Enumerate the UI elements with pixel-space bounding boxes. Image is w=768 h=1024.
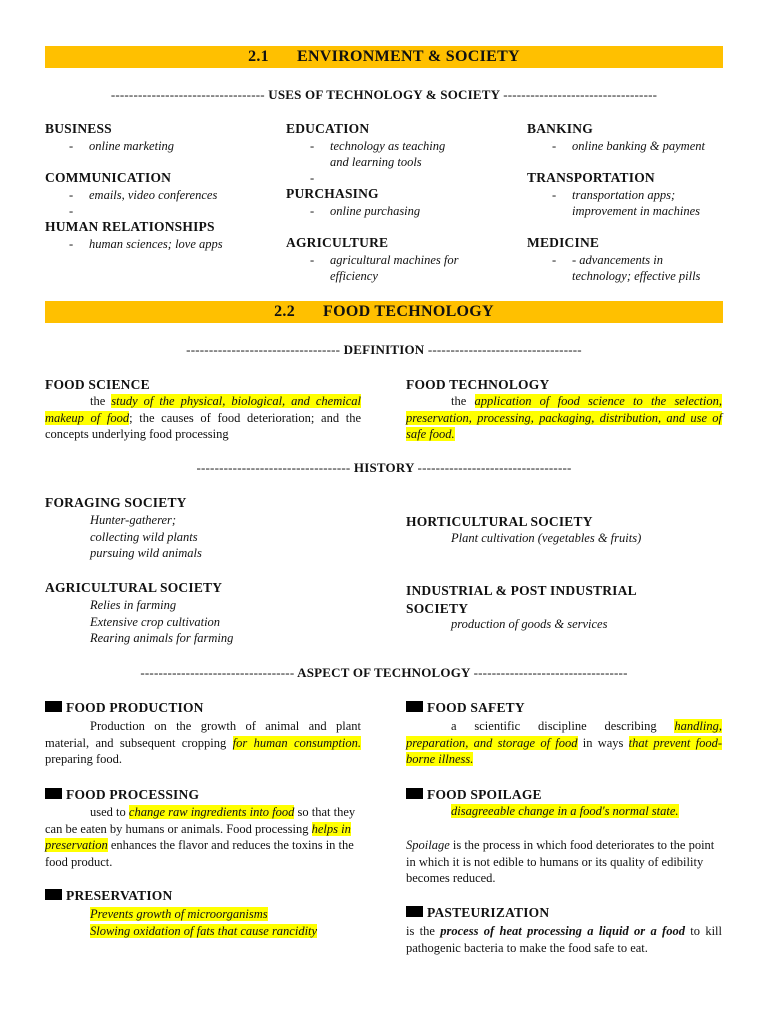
preservation-list: Prevents growth of microorganisms Slowing oxidation of fats that cause rancidity xyxy=(90,907,318,938)
square-bullet-icon xyxy=(406,906,423,917)
banking-bullet: - online banking & payment xyxy=(552,139,705,153)
food-science-text: the study of the physical, biological, and chemical makeup of food; the causes of food deterioration; and the concepts underlying food processing xyxy=(45,394,362,442)
communication-heading: COMMUNICATION xyxy=(45,170,172,185)
purchasing-bullet: - online purchasing xyxy=(310,204,421,218)
section-title: FOOD TECHNOLOGY xyxy=(323,303,494,320)
food-production-text: Production on the growth of animal and plant material, and subsequent cropping for human consumption. preparing food. xyxy=(45,719,362,767)
industrial-list: production of goods & services xyxy=(451,617,608,631)
divider-uses: ---------------------------------- USES OF TECHNOLOGY & SOCIETY ---------------------------------- xyxy=(110,87,658,102)
agricultural-list: Relies in farming Extensive crop cultivation Rearing animals for farming xyxy=(90,598,234,645)
food-science-heading: FOOD SCIENCE xyxy=(45,377,150,392)
food-processing-heading: FOOD PROCESSING xyxy=(45,787,199,803)
transportation-bullet: - transportation apps; improvement in machines xyxy=(552,188,700,218)
business-bullet: - online marketing xyxy=(69,139,175,153)
horticultural-heading: HORTICULTURAL SOCIETY xyxy=(406,514,593,529)
section-band-2-1 xyxy=(45,46,723,68)
horticultural-list: Plant cultivation (vegetables & fruits) xyxy=(451,531,642,545)
business-heading: BUSINESS xyxy=(45,121,112,136)
medicine-heading: MEDICINE xyxy=(527,235,600,250)
section-number: 2.1 xyxy=(248,48,269,65)
food-production-heading: FOOD PRODUCTION xyxy=(45,700,204,716)
education-heading: EDUCATION xyxy=(286,121,370,136)
square-bullet-icon xyxy=(45,788,62,799)
pasteurization-text: is the process of heat processing a liquid or a food to kill pathogenic bacteria to make the food safe to eat. xyxy=(406,924,722,955)
divider-aspect: ---------------------------------- ASPECT OF TECHNOLOGY ---------------------------------- xyxy=(140,665,628,680)
section-title: ENVIRONMENT & SOCIETY xyxy=(296,48,520,65)
food-spoilage-text: Spoilage is the process in which food deteriorates to the point in which it is not edible to humans or its quality of edibility becomes reduced. xyxy=(406,838,715,886)
human-relationships-heading: HUMAN RELATIONSHIPS xyxy=(45,219,215,234)
education-bullet: - technology as teaching and learning tools xyxy=(310,139,446,169)
food-safety-heading: FOOD SAFETY xyxy=(406,700,525,716)
divider-aspect-label: ASPECT OF TECHNOLOGY xyxy=(297,665,471,680)
agriculture-bullet: - agricultural machines for efficiency xyxy=(310,253,459,283)
purchasing-heading: PURCHASING xyxy=(286,186,379,201)
pasteurization-heading: PASTEURIZATION xyxy=(406,905,549,921)
foraging-list: Hunter-gatherer; collecting wild plants pursuing wild animals xyxy=(90,513,202,560)
medicine-bullet: - - advancements in technology; effective pills xyxy=(552,253,701,283)
divider-history-label: HISTORY xyxy=(353,460,415,475)
food-safety-text: a scientific discipline describing handling, preparation, and storage of food in ways that prevent food-borne illness. xyxy=(406,719,722,767)
divider-history: ---------------------------------- HISTORY ---------------------------------- xyxy=(196,460,572,475)
agricultural-heading: AGRICULTURAL SOCIETY xyxy=(45,580,223,595)
divider-definition-label: DEFINITION xyxy=(343,342,425,357)
food-technology-heading: FOOD TECHNOLOGY xyxy=(406,377,550,392)
square-bullet-icon xyxy=(406,788,423,799)
industrial-heading: INDUSTRIAL & POST INDUSTRIAL SOCIETY xyxy=(406,583,637,616)
divider-uses-label: USES OF TECHNOLOGY & SOCIETY xyxy=(268,87,500,102)
section-number: 2.2 xyxy=(274,303,295,320)
agriculture-heading: AGRICULTURE xyxy=(286,235,389,250)
communication-bullet: - emails, video conferences xyxy=(69,188,218,202)
preservation-heading: PRESERVATION xyxy=(45,888,172,904)
section-band-2-2 xyxy=(45,301,723,323)
food-processing-text: used to change raw ingredients into food so that they can be eaten by humans or animals. Food processing helps in preservation enhances the flavor and reduces the toxins in the food product. xyxy=(45,805,356,870)
transportation-heading: TRANSPORTATION xyxy=(527,170,655,185)
foraging-heading: FORAGING SOCIETY xyxy=(45,495,187,510)
human-relationships-bullet: - human sciences; love apps xyxy=(69,237,223,251)
food-technology-text: the application of food science to the selection, preservation, processing, packaging, distribution, and use of safe food. xyxy=(406,394,722,442)
square-bullet-icon xyxy=(45,701,62,712)
divider-definition: ---------------------------------- DEFINITION ---------------------------------- xyxy=(186,342,582,357)
square-bullet-icon xyxy=(406,701,423,712)
food-spoilage-definition: disagreeable change in a food's normal state. xyxy=(451,804,679,818)
food-spoilage-heading: FOOD SPOILAGE xyxy=(406,787,542,803)
banking-heading: BANKING xyxy=(527,121,593,136)
square-bullet-icon xyxy=(45,889,62,900)
